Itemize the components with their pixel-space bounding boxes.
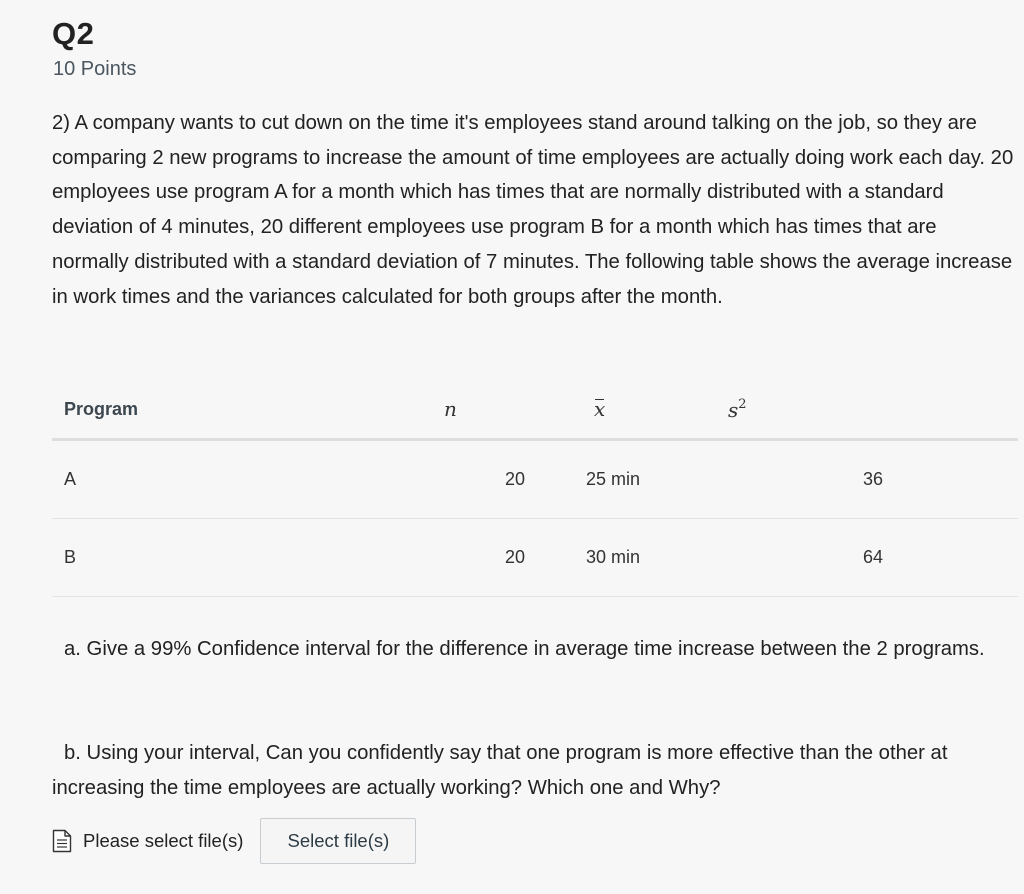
cell-program: A xyxy=(52,440,444,519)
part-a-text: a. Give a 99% Confidence interval for the difference in average time increase between the 2 programs. xyxy=(64,638,985,660)
data-table xyxy=(52,380,1018,597)
upload-label: Please select file(s) xyxy=(83,830,244,851)
cell-variance: 36 xyxy=(728,440,1018,519)
cell-variance: 64 xyxy=(728,519,1018,597)
question-title: Q2 xyxy=(52,16,95,51)
table-header-row xyxy=(52,380,1018,440)
table-row xyxy=(52,519,1018,597)
file-icon xyxy=(52,829,72,853)
header-s-symbol: s xyxy=(728,397,739,422)
file-upload xyxy=(52,818,416,864)
header-s-exponent: 2 xyxy=(738,396,747,412)
header-program: Program xyxy=(52,380,444,440)
header-variance xyxy=(728,380,1018,440)
question-body: 2) A company wants to cut down on the time it's employees stand around talking on the job, so they are comparing 2 new programs to increase the amount of time employees are actually doing work each day. 20 employees use program A for a month which has times that are normally distributed with a standard deviation of 4 minutes, 20 different employees use program B for a month which has times that are normally distributed with a standard deviation of 7 minutes. The following table shows the average increase in work times and the variances calculated for both groups after the month. xyxy=(52,112,1014,308)
cell-mean: 30 min xyxy=(586,519,728,597)
cell-program: B xyxy=(52,519,444,597)
header-n-symbol: n xyxy=(444,397,457,421)
part-b-text: b. Using your interval, Can you confidently say that one program is more effective than the other at increasing the time employees are actually working? Which one and Why? xyxy=(52,742,948,799)
cell-n: 20 xyxy=(444,519,586,597)
header-n xyxy=(444,380,586,440)
table-row xyxy=(52,440,1018,519)
header-xbar xyxy=(586,380,728,440)
select-files-button[interactable]: Select file(s) xyxy=(260,818,416,864)
header-xbar-symbol: x xyxy=(594,397,606,421)
cell-n: 20 xyxy=(444,440,586,519)
question-points: 10 Points xyxy=(53,58,137,80)
cell-mean: 25 min xyxy=(586,440,728,519)
